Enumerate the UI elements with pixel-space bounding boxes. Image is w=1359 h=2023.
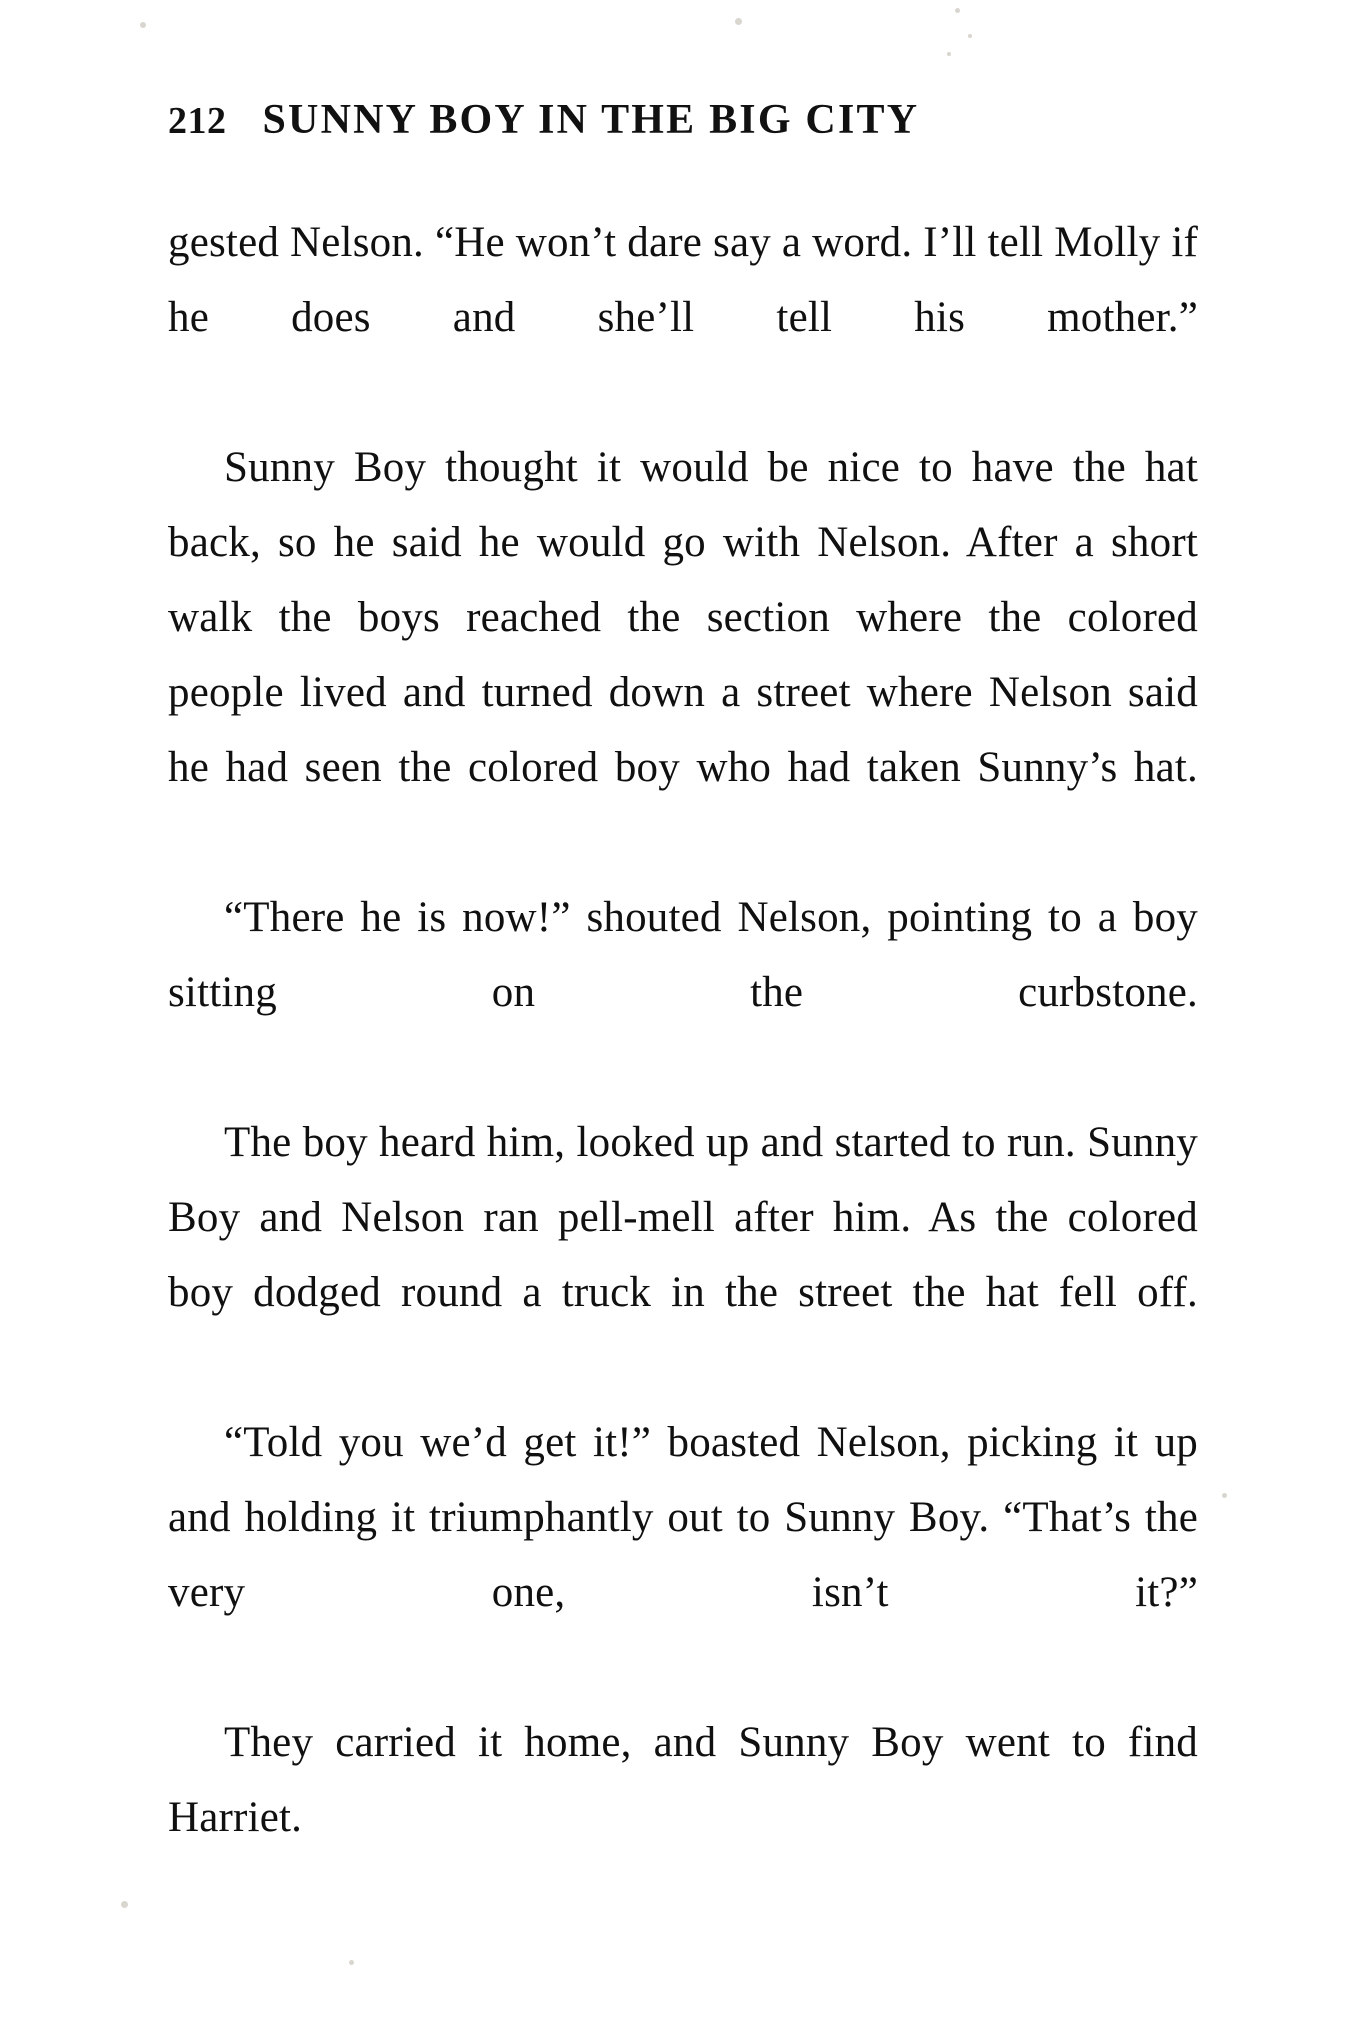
paragraph: Sunny Boy thought it would be nice to have the hat back, so he said he would go with Nelson. After a short walk the boys reached the section where the colored people lived and turned down a street where Nelson said he had seen the colored boy who had taken Sunny’s hat. [168, 444, 1198, 791]
running-head-title: SUNNY BOY IN THE BIG CITY [262, 97, 920, 143]
scan-speckle [121, 1901, 128, 1908]
paragraph: “There he is now!” shouted Nelson, pointing to a boy sitting on the curbstone. [168, 894, 1198, 1016]
scan-speckle [968, 34, 972, 38]
scan-speckle [349, 1960, 354, 1965]
paragraph: The boy heard him, looked up and started to run. Sunny Boy and Nelson ran pell-mell after him. As the colored boy dodged round a truck in the street the hat fell off. [168, 1119, 1198, 1316]
page-header [168, 96, 1208, 144]
page-number: 212 [168, 100, 227, 142]
scan-speckle [140, 22, 146, 28]
paragraph: “Told you we’d get it!” boasted Nelson, picking it up and holding it triumphantly out to Sunny Boy. “That’s the very one, isn’t it?” [168, 1419, 1198, 1616]
scan-speckle [1222, 1493, 1227, 1498]
scan-speckle [947, 52, 951, 56]
paragraph: gested Nelson. “He won’t dare say a word. I’ll tell Molly if he does and she’ll tell his mother.” [168, 219, 1198, 341]
paragraph: They carried it home, and Sunny Boy went to find Harriet. [168, 1719, 1198, 1841]
scan-speckle [735, 18, 742, 25]
scan-speckle [955, 8, 960, 13]
body-text [168, 205, 1198, 1930]
